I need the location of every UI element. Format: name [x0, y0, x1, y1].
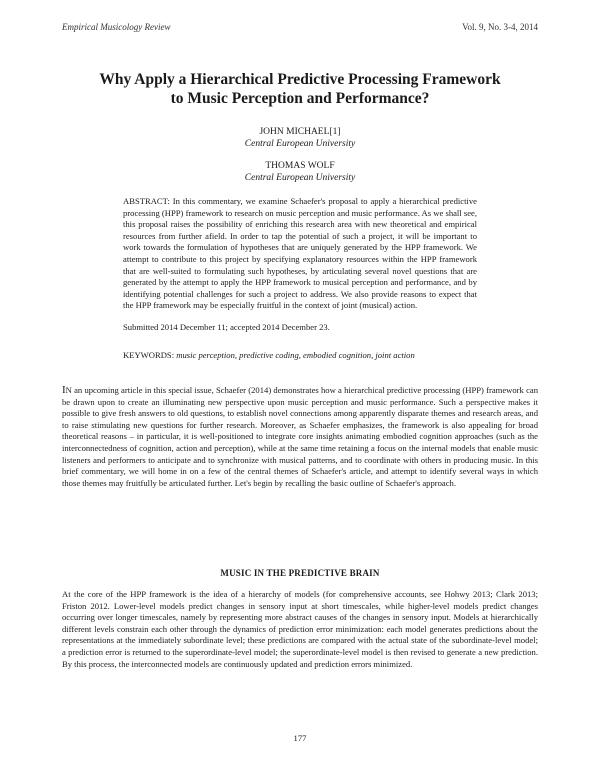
title-line-1: Why Apply a Hierarchical Predictive Processing Framework	[99, 71, 501, 88]
volume-info: Vol. 9, No. 3-4, 2014	[462, 22, 538, 32]
journal-name: Empirical Musicology Review	[62, 22, 171, 32]
drop-cap: I	[62, 384, 66, 396]
author-name: JOHN MICHAEL[1]	[259, 127, 341, 137]
page-number: 177	[293, 733, 307, 743]
author-name: THOMAS WOLF	[265, 161, 335, 171]
title-line-2: to Music Perception and Performance?	[170, 90, 430, 107]
section-paragraph: At the core of the HPP framework is the idea of a hierarchy of models (for comprehensive accounts, see Hohwy 2013; Clark 2013; Friston 2012. Lower-level models predict changes in sensory input at short timescales, while higher-level models predict changes occurring over longer timescales, namely by representing more abstract causes of the changes in sensory input. Models at hierarchically different levels constrain each other through the dynamics of prediction error minimization: each model generates predictions about the representations at the immediately subordinate level; these predictions are compared with the actual state of the subordinate-level model; a prediction error is returned to the superordinate-level model; the superordinate-level model is then revised to generate a new prediction. By this process, the interconnected models are continuously updated and prediction errors minimized.	[62, 589, 538, 669]
author-block-1	[62, 126, 538, 150]
section-heading: MUSIC IN THE PREDICTIVE BRAIN	[220, 568, 380, 578]
article-title	[62, 70, 538, 108]
author-block-2	[62, 160, 538, 184]
intro-paragraph	[62, 385, 538, 489]
author-affiliation: Central European University	[244, 139, 356, 149]
author-affiliation: Central European University	[244, 173, 356, 183]
abstract: ABSTRACT: In this commentary, we examine Schaefer's proposal to apply a hierarchical predictive processing (HPP) framework to research on music perception and music performance. As we shall see, this proposal raises the possibility of enriching this research area with new theoretical and empirical resources from further afield. In order to tap the potential of such a project, it will be important to work towards the formulation of hypotheses that are uniquely generated by the HPP framework. We attempt to contribute to this project by specifying explanatory resources within the HPP framework that are well-suited to formulating such hypotheses, by articulating several novel questions that are generated by the attempt to apply the HPP framework to musical perception and performance, and by identifying potential challenges for such a project to address. We also provide reasons to expect that the HPP framework may be especially fruitful in the context of joint (musical) action.	[123, 196, 477, 311]
intro-text: N an upcoming article in this special issue, Schaefer (2014) demonstrates how a hierarchical predictive processing (HPP) framework can be drawn upon to create an illuminating new perspective upon music perception and music performance. Such a perspective makes it possible to give fresh answers to old questions, to establish novel connections among apparently disparate themes and research areas, and to raise stimulating new questions for further research. Moreover, as Schaefer emphasizes, the framework is also appealing for broad theoretical reasons – in particular, it is well-positioned to integrate core insights animating embodied cognition approaches (such as the interconnectedness of cognition, action and perception), while at the same time retaining a focus on the internal models that enable music listeners and performers to anticipate and to synchronize with musical patterns, and to coordinate with others in producing music. In this brief commentary, we will home in on a few of the central themes of Schaefer's article, and attempt to identify several ways in which those themes may fruitfully be articulated further. Let's begin by recalling the basic outline of Schaefer's approach.	[62, 385, 538, 488]
submission-dates: Submitted 2014 December 11; accepted 2014 December 23.	[123, 322, 330, 332]
keywords	[123, 350, 477, 360]
keywords-label: KEYWORDS:	[123, 350, 175, 360]
keywords-list: music perception, predictive coding, embodied cognition, joint action	[176, 350, 415, 360]
running-header	[62, 22, 538, 36]
